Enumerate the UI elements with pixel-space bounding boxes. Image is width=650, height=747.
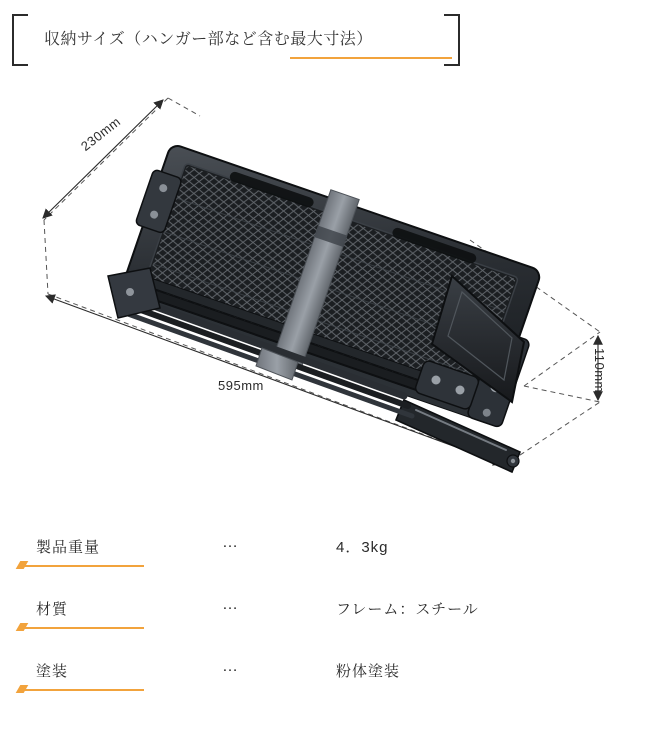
spec-value-weight: 4．3kg [336, 539, 389, 556]
page-header [0, 0, 650, 80]
page-title: 収納サイズ（ハンガー部など含む最大寸法） [44, 31, 373, 48]
spec-dots-material: … [222, 596, 240, 613]
spec-value-coating: 粉体塗装 [336, 663, 401, 680]
left-end-cap [108, 268, 160, 318]
dimension-label-depth: 230mm [78, 113, 124, 154]
spec-table [0, 520, 650, 706]
spec-row-material [0, 582, 650, 644]
spec-value-material: フレーム：スチール [336, 601, 479, 618]
dimension-label-height: 110mm [592, 348, 607, 393]
product-dimension-figure [0, 80, 650, 500]
spec-dots-coating: … [222, 658, 240, 675]
bracket-left-decoration [12, 14, 28, 66]
spec-dots-weight: … [222, 534, 240, 551]
spec-underline-accent [24, 689, 144, 691]
spec-underline-accent [24, 565, 144, 567]
title-underline-accent [290, 57, 452, 59]
spec-row-coating [0, 644, 650, 706]
spec-row-weight [0, 520, 650, 582]
spec-underline-accent [24, 627, 144, 629]
product-image [108, 133, 556, 472]
spec-label-material: 材質 [36, 601, 69, 618]
spec-label-coating: 塗装 [36, 663, 69, 680]
dimension-label-length: 595mm [218, 378, 264, 393]
spec-label-weight: 製品重量 [36, 539, 101, 556]
